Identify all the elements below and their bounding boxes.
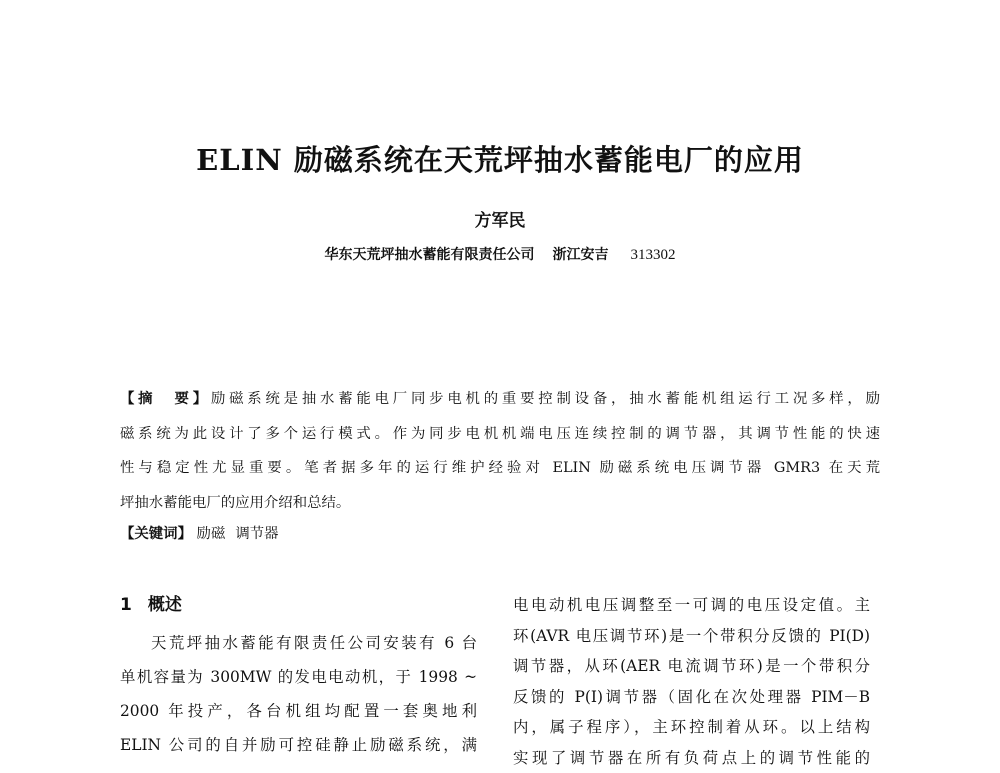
affiliation-location: 浙江安吉 <box>553 244 609 264</box>
section-heading <box>120 590 477 626</box>
affiliation-org: 华东天荒坪抽水蓄能有限责任公司 <box>325 244 535 264</box>
abstract-label: 【摘 要】 <box>120 391 211 407</box>
body-line: 实现了调节器在所有负荷点上的调节性能的 <box>513 743 870 773</box>
keywords-label: 【关键词】 <box>120 526 192 542</box>
abstract-line: 性与稳定性尤显重要。笔者据多年的运行维护经验对 ELIN 励磁系统电压调节器 GMR3 在天荒 <box>120 451 880 486</box>
abstract <box>120 382 880 520</box>
left-column <box>120 590 477 762</box>
body-line: 反馈的 P(I)调节器（固化在次处理器 PIM－B <box>513 682 870 713</box>
right-column <box>513 590 870 773</box>
body-line: 环(AVR 电压调节环)是一个带积分反馈的 PI(D) <box>513 621 870 652</box>
body-line: 天荒坪抽水蓄能有限责任公司安装有 6 台 <box>120 626 477 660</box>
abstract-line: 磁系统为此设计了多个运行模式。作为同步电机机端电压连续控制的调节器，其调节性能的快速 <box>120 417 880 452</box>
body-line: 2000 年投产，各台机组均配置一套奥地利 <box>120 694 477 728</box>
keyword-item: 励磁 <box>197 526 226 542</box>
paper-title: ELIN 励磁系统在天荒坪抽水蓄能电厂的应用 <box>0 138 1000 179</box>
section-title: 概述 <box>148 595 182 615</box>
body-line: 内，属子程序），主环控制着从环。以上结构 <box>513 712 870 743</box>
abstract-line-text: 励磁系统是抽水蓄能电厂同步电机的重要控制设备，抽水蓄能机组运行工况多样，励 <box>211 391 880 407</box>
body-line: 单机容量为 300MW 的发电电动机，于 1998 ~ <box>120 660 477 694</box>
affiliation <box>0 244 1000 264</box>
keyword-item: 调节器 <box>235 526 278 542</box>
body-line: 电电动机电压调整至一可调的电压设定值。主 <box>513 590 870 621</box>
body-line: ELIN 公司的自并励可控硅静止励磁系统，满 <box>120 728 477 762</box>
abstract-line: 坪抽水蓄能电厂的应用介绍和总结。 <box>120 486 880 521</box>
body-line: 调节器，从环(AER 电流调节环)是一个带积分 <box>513 651 870 682</box>
author-name: 方军民 <box>0 206 1000 231</box>
abstract-line <box>120 382 880 417</box>
affiliation-postcode: 313302 <box>631 247 676 264</box>
section-number: 1 <box>120 595 132 615</box>
keywords <box>120 522 289 543</box>
